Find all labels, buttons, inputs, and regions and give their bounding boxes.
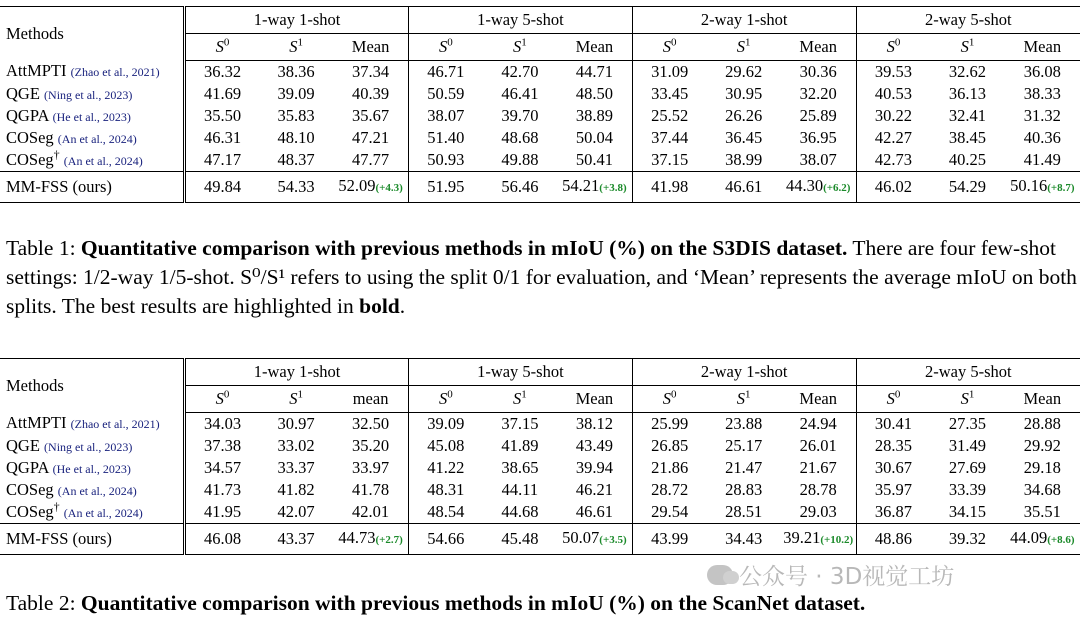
mean-header: Mean — [781, 386, 856, 413]
setting-header: 2-way 5-shot — [856, 359, 1080, 386]
split-header: $S^0$ — [408, 34, 482, 61]
method-name: QGPA (He et al., 2023) — [6, 105, 131, 125]
split-header: $S^0$ — [185, 386, 259, 413]
value-cell: 48.54 — [408, 501, 482, 524]
value-cell: 41.95 — [185, 501, 259, 524]
value-cell: 26.26 — [725, 106, 763, 125]
value-cell: 43.49 — [575, 436, 613, 455]
value-cell: 40.36 — [1023, 128, 1061, 147]
methods-header: Methods — [0, 359, 185, 413]
value-cell-best: 39.32 — [930, 524, 1004, 555]
setting-header: 2-way 1-shot — [632, 359, 856, 386]
value-cell: 37.34 — [352, 62, 390, 81]
value-cell: 37.15 — [632, 149, 706, 172]
value-cell: 46.31 — [185, 127, 259, 149]
citation: (An et al., 2024) — [63, 505, 143, 520]
value-cell: 39.53 — [856, 61, 930, 84]
value-cell: 33.02 — [277, 436, 315, 455]
caption-label: Table 2: — [6, 591, 81, 615]
value-cell: 28.51 — [725, 502, 763, 521]
table-row — [0, 105, 1080, 127]
table-row-ours — [0, 172, 1080, 203]
value-cell: 25.99 — [632, 413, 706, 436]
value-cell-best: 43.37 — [259, 524, 333, 555]
caption-label: Table 1: — [6, 236, 81, 260]
method-name: QGE (Ning et al., 2023) — [6, 83, 133, 103]
value-cell-best: 50.16(+8.7) — [1005, 172, 1080, 203]
gain-label: (+8.6) — [1047, 534, 1075, 546]
table-row — [0, 413, 1080, 436]
value-cell: 39.94 — [575, 458, 613, 477]
value-cell: 30.41 — [856, 413, 930, 436]
value-cell: 33.97 — [352, 458, 390, 477]
value-cell: 26.01 — [799, 436, 837, 455]
mean-header: Mean — [333, 34, 408, 61]
method-name: MM-FSS (ours) — [0, 172, 185, 203]
setting-header: 1-way 1-shot — [185, 7, 409, 34]
split-header: $S^1$ — [930, 386, 1004, 413]
table-row — [0, 127, 1080, 149]
split-header: $S^1$ — [483, 34, 557, 61]
value-cell: 31.09 — [632, 61, 706, 84]
value-cell: 33.45 — [632, 83, 706, 105]
value-cell: 46.41 — [501, 84, 539, 103]
value-cell: 30.67 — [856, 457, 930, 479]
method-name: AttMPTI (Zhao et al., 2021) — [6, 61, 160, 81]
value-cell-best: 54.66 — [408, 524, 482, 555]
results-table-scannet — [0, 358, 1080, 555]
value-cell: 32.62 — [948, 62, 987, 81]
split-header: $S^1$ — [930, 34, 1004, 61]
value-cell: 47.77 — [352, 150, 390, 169]
split-header: $S^1$ — [483, 386, 557, 413]
value-cell: 39.09 — [408, 413, 482, 436]
value-cell: 23.88 — [725, 414, 763, 433]
caption-text: There are four few-shot settings: 1/2-way 1/5-shot. S⁰/S¹ refers to using the split 0/1 for evaluation, and ‘Mean’ represents the average mIoU on both splits. The best results are highlighted in — [6, 236, 1077, 318]
method-name: COSeg† (An et al., 2024) — [6, 147, 143, 169]
value-cell: 25.89 — [799, 106, 837, 125]
caption-title: Quantitative comparison with previous methods in mIoU (%) on the S3DIS dataset. — [80, 236, 848, 260]
value-cell: 36.45 — [725, 128, 763, 147]
watermark-text: 公众号 · 3D视觉工坊 — [739, 564, 955, 590]
citation: (Zhao et al., 2021) — [70, 417, 160, 432]
value-cell: 49.88 — [501, 150, 539, 169]
method-name: QGPA (He et al., 2023) — [6, 457, 131, 477]
header-row-settings — [0, 7, 1080, 34]
value-cell: 30.97 — [277, 414, 315, 433]
split-header: $S^0$ — [856, 386, 930, 413]
setting-header: 1-way 5-shot — [408, 359, 632, 386]
value-cell: 37.15 — [501, 414, 539, 433]
value-cell: 51.40 — [408, 127, 482, 149]
value-cell: 35.20 — [352, 436, 390, 455]
wechat-icon — [707, 565, 733, 585]
value-cell: 44.71 — [575, 62, 613, 81]
value-cell: 41.22 — [408, 457, 482, 479]
value-cell: 46.61 — [575, 502, 613, 521]
value-cell: 38.65 — [501, 458, 539, 477]
value-cell: 35.50 — [185, 105, 259, 127]
value-cell-best: 34.43 — [707, 524, 781, 555]
value-cell: 48.37 — [277, 150, 315, 169]
split-header: $S^0$ — [632, 386, 706, 413]
value-cell: 28.83 — [725, 480, 763, 499]
method-name: QGE (Ning et al., 2023) — [6, 435, 133, 455]
value-cell: 31.49 — [948, 436, 987, 455]
value-cell: 37.38 — [185, 435, 259, 457]
value-cell: 38.07 — [799, 150, 837, 169]
value-cell: 38.99 — [725, 150, 763, 169]
value-cell: 38.33 — [1023, 84, 1061, 103]
value-cell: 37.44 — [632, 127, 706, 149]
value-cell: 29.92 — [1023, 436, 1061, 455]
value-cell-best: 50.07(+3.5) — [557, 524, 632, 555]
mean-header: Mean — [781, 34, 856, 61]
value-cell: 28.88 — [1023, 414, 1061, 433]
value-cell: 21.86 — [632, 457, 706, 479]
value-cell: 41.89 — [501, 436, 539, 455]
citation: (Zhao et al., 2021) — [70, 65, 160, 80]
value-cell-best: 46.02 — [856, 172, 930, 203]
value-cell: 32.50 — [352, 414, 390, 433]
value-cell: 42.27 — [856, 127, 930, 149]
value-cell-best: 44.09(+8.6) — [1005, 524, 1080, 555]
setting-header: 2-way 1-shot — [632, 7, 856, 34]
table2-caption — [6, 589, 1078, 618]
value-cell: 35.67 — [352, 106, 390, 125]
value-cell: 38.12 — [575, 414, 613, 433]
mean-header: Mean — [557, 386, 632, 413]
table-row — [0, 149, 1080, 172]
value-cell: 21.67 — [799, 458, 837, 477]
table-row — [0, 61, 1080, 84]
method-name: MM-FSS (ours) — [0, 524, 185, 555]
value-cell-best: 52.09(+4.3) — [333, 172, 408, 203]
value-cell-best: 39.21(+10.2) — [781, 524, 856, 555]
split-header: $S^1$ — [707, 34, 781, 61]
value-cell: 25.17 — [725, 436, 763, 455]
value-cell: 47.17 — [185, 149, 259, 172]
caption-bold-word: bold — [359, 294, 400, 318]
value-cell: 30.95 — [725, 84, 763, 103]
value-cell: 41.49 — [1023, 150, 1061, 169]
citation: (An et al., 2024) — [57, 483, 137, 498]
value-cell: 50.93 — [408, 149, 482, 172]
table-row — [0, 479, 1080, 501]
mean-header: mean — [333, 386, 408, 413]
citation: (Ning et al., 2023) — [44, 87, 133, 102]
value-cell-best: 41.98 — [632, 172, 706, 203]
value-cell: 33.39 — [948, 480, 987, 499]
table-row — [0, 501, 1080, 524]
value-cell-best: 44.30(+6.2) — [781, 172, 856, 203]
value-cell: 47.21 — [352, 128, 390, 147]
table-row — [0, 435, 1080, 457]
value-cell: 50.41 — [575, 150, 613, 169]
value-cell: 45.08 — [408, 435, 482, 457]
value-cell: 36.87 — [856, 501, 930, 524]
method-name: COSeg (An et al., 2024) — [6, 127, 137, 147]
value-cell: 50.59 — [408, 83, 482, 105]
value-cell-best: 54.21(+3.8) — [557, 172, 632, 203]
gain-label: (+6.2) — [823, 182, 851, 194]
value-cell: 48.31 — [408, 479, 482, 501]
split-header: $S^0$ — [856, 34, 930, 61]
split-header: $S^1$ — [707, 386, 781, 413]
setting-header: 1-way 5-shot — [408, 7, 632, 34]
value-cell: 28.35 — [856, 435, 930, 457]
value-cell: 42.70 — [501, 62, 539, 81]
split-header: $S^1$ — [259, 386, 333, 413]
citation: (He et al., 2023) — [52, 461, 131, 476]
value-cell-best: 46.61 — [707, 172, 781, 203]
value-cell: 25.52 — [632, 105, 706, 127]
value-cell: 44.68 — [501, 502, 539, 521]
split-header: $S^0$ — [632, 34, 706, 61]
table-row-ours — [0, 524, 1080, 555]
citation: (Ning et al., 2023) — [44, 439, 133, 454]
value-cell: 36.32 — [185, 61, 259, 84]
value-cell: 39.09 — [277, 84, 315, 103]
split-header: $S^0$ — [408, 386, 482, 413]
value-cell: 38.45 — [948, 128, 987, 147]
value-cell: 38.07 — [408, 105, 482, 127]
value-cell-best: 43.99 — [632, 524, 706, 555]
value-cell: 33.37 — [277, 458, 315, 477]
watermark — [707, 558, 954, 591]
value-cell-best: 48.86 — [856, 524, 930, 555]
value-cell: 26.85 — [632, 435, 706, 457]
value-cell: 27.35 — [948, 414, 987, 433]
value-cell: 41.78 — [352, 480, 390, 499]
value-cell-best: 46.08 — [185, 524, 259, 555]
value-cell: 41.82 — [277, 480, 315, 499]
value-cell: 41.73 — [185, 479, 259, 501]
value-cell: 28.78 — [799, 480, 837, 499]
value-cell: 36.08 — [1023, 62, 1061, 81]
table-row — [0, 83, 1080, 105]
value-cell: 40.25 — [948, 150, 987, 169]
gain-label: (+3.5) — [599, 534, 627, 546]
citation: (He et al., 2023) — [52, 109, 131, 124]
value-cell: 39.70 — [501, 106, 539, 125]
value-cell: 34.03 — [185, 413, 259, 436]
caption-title: Quantitative comparison with previous methods in mIoU (%) on the ScanNet dataset. — [80, 591, 866, 615]
header-row-settings — [0, 359, 1080, 386]
value-cell-best: 45.48 — [483, 524, 557, 555]
method-name: COSeg† (An et al., 2024) — [6, 499, 143, 521]
value-cell: 38.36 — [277, 62, 315, 81]
value-cell-best: 49.84 — [185, 172, 259, 203]
value-cell: 30.22 — [856, 105, 930, 127]
split-header: $S^0$ — [185, 34, 259, 61]
value-cell: 46.71 — [408, 61, 482, 84]
value-cell: 31.32 — [1023, 106, 1061, 125]
results-table-s3dis — [0, 6, 1080, 203]
value-cell: 32.20 — [799, 84, 837, 103]
value-cell: 35.51 — [1023, 502, 1061, 521]
value-cell: 48.10 — [277, 128, 315, 147]
value-cell: 34.15 — [948, 502, 987, 521]
method-name: COSeg (An et al., 2024) — [6, 479, 137, 499]
value-cell: 35.97 — [856, 479, 930, 501]
value-cell: 44.11 — [501, 480, 539, 499]
mean-header: Mean — [1005, 34, 1080, 61]
value-cell: 36.95 — [799, 128, 837, 147]
value-cell: 46.21 — [575, 480, 613, 499]
caption-end: . — [399, 294, 406, 318]
split-header: $S^1$ — [259, 34, 333, 61]
value-cell: 42.07 — [277, 502, 315, 521]
value-cell: 41.69 — [185, 83, 259, 105]
value-cell-best: 44.73(+2.7) — [333, 524, 408, 555]
value-cell: 48.68 — [501, 128, 539, 147]
setting-header: 2-way 5-shot — [856, 7, 1080, 34]
value-cell: 42.73 — [856, 149, 930, 172]
method-name: AttMPTI (Zhao et al., 2021) — [6, 413, 160, 433]
value-cell-best: 54.33 — [259, 172, 333, 203]
value-cell: 40.53 — [856, 83, 930, 105]
value-cell: 29.62 — [725, 62, 763, 81]
mean-header: Mean — [557, 34, 632, 61]
table1-caption — [6, 234, 1078, 321]
value-cell: 34.57 — [185, 457, 259, 479]
setting-header: 1-way 1-shot — [185, 359, 409, 386]
value-cell: 36.13 — [948, 84, 987, 103]
value-cell: 32.41 — [948, 106, 987, 125]
value-cell: 48.50 — [575, 84, 613, 103]
table-row — [0, 457, 1080, 479]
value-cell: 29.03 — [799, 502, 837, 521]
value-cell-best: 56.46 — [483, 172, 557, 203]
value-cell: 28.72 — [632, 479, 706, 501]
value-cell: 38.89 — [575, 106, 613, 125]
gain-label: (+8.7) — [1047, 182, 1075, 194]
mean-header: Mean — [1005, 386, 1080, 413]
value-cell-best: 51.95 — [408, 172, 482, 203]
citation: (An et al., 2024) — [63, 153, 143, 168]
value-cell: 21.47 — [725, 458, 763, 477]
value-cell: 30.36 — [799, 62, 837, 81]
gain-label: (+2.7) — [375, 534, 403, 546]
gain-label: (+4.3) — [375, 182, 403, 194]
gain-label: (+10.2) — [820, 534, 854, 546]
value-cell: 27.69 — [948, 458, 987, 477]
methods-header: Methods — [0, 7, 185, 61]
citation: (An et al., 2024) — [57, 131, 137, 146]
value-cell: 29.54 — [632, 501, 706, 524]
gain-label: (+3.8) — [599, 182, 627, 194]
value-cell-best: 54.29 — [930, 172, 1004, 203]
value-cell: 35.83 — [277, 106, 315, 125]
value-cell: 50.04 — [575, 128, 613, 147]
value-cell: 24.94 — [799, 414, 837, 433]
value-cell: 40.39 — [352, 84, 390, 103]
value-cell: 42.01 — [352, 502, 390, 521]
value-cell: 34.68 — [1023, 480, 1061, 499]
value-cell: 29.18 — [1023, 458, 1061, 477]
